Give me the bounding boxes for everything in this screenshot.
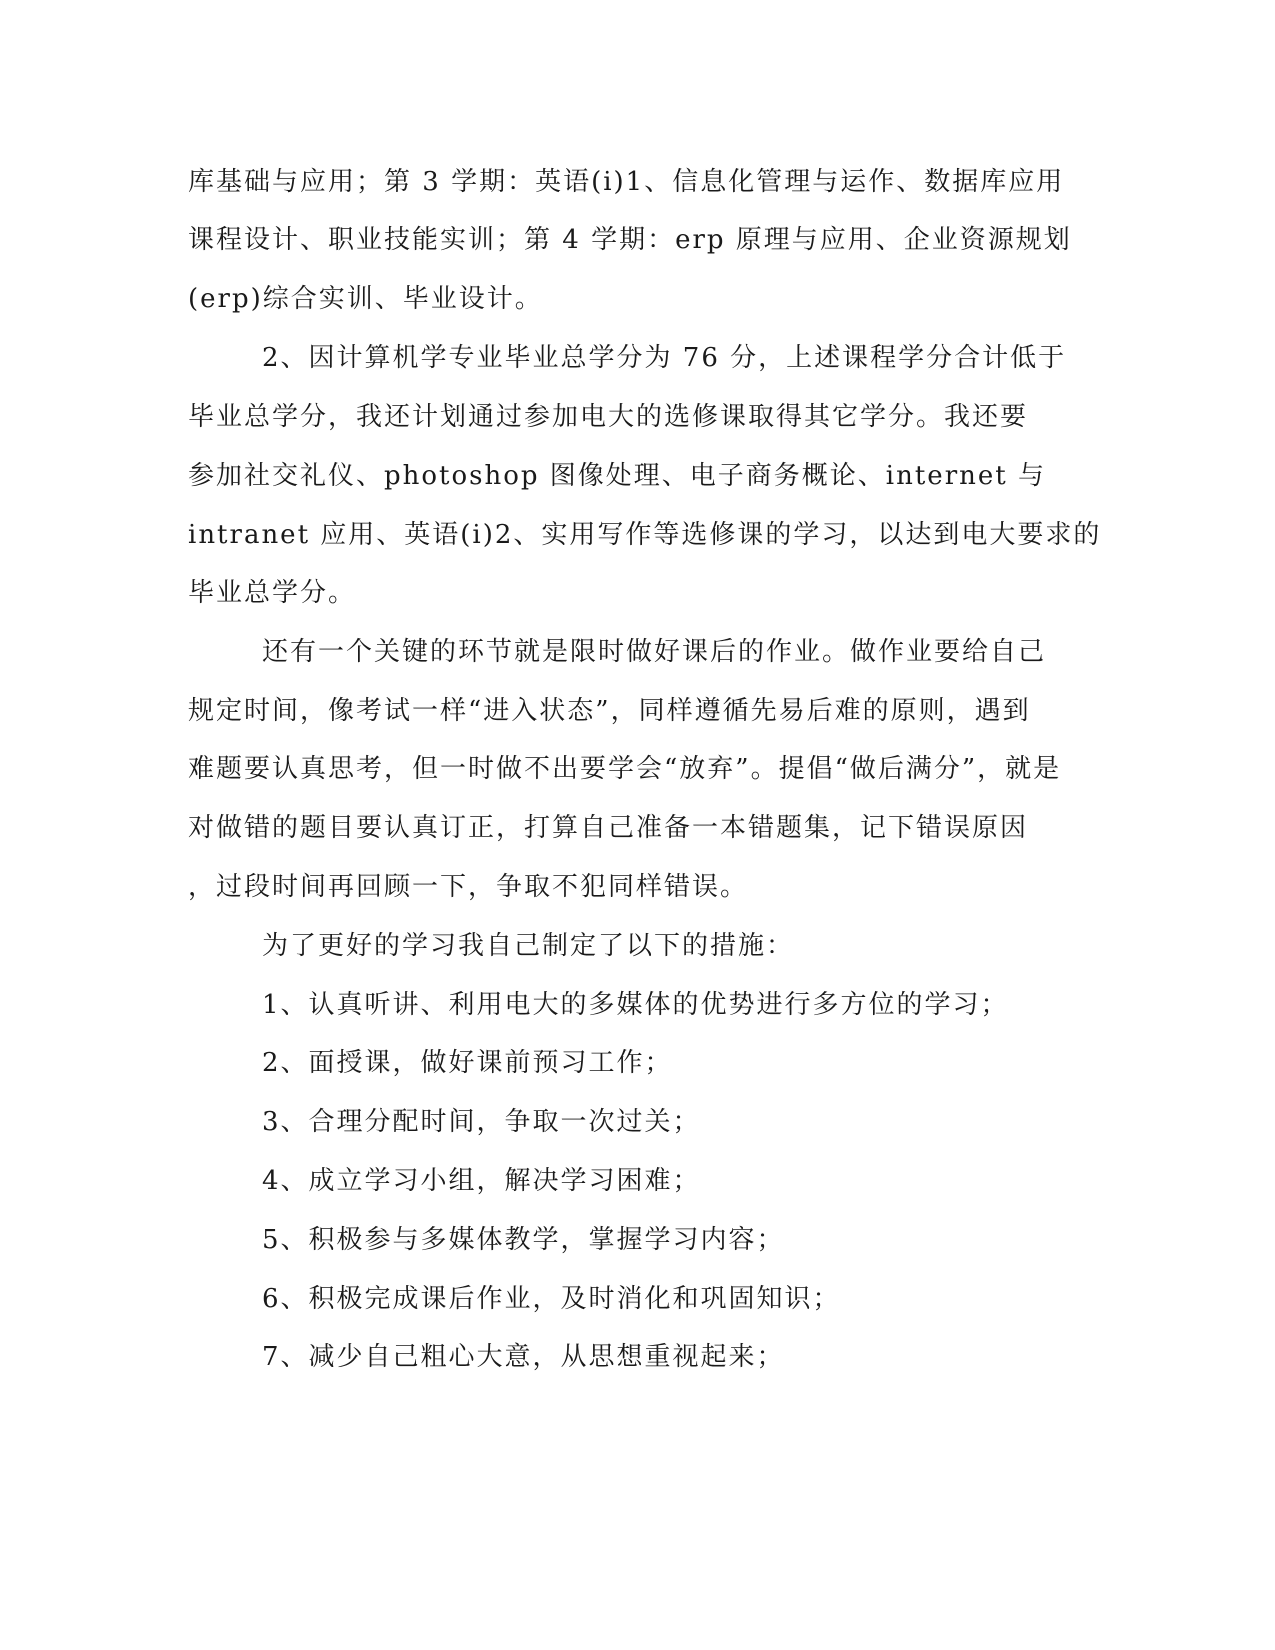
list-item: 3、合理分配时间，争取一次过关；	[262, 1107, 701, 1137]
text-line: ，过段时间再回顾一下，争取不犯同样错误。	[188, 872, 749, 902]
text-line: intranet 应用、英语(i)2、实用写作等选修课的学习，以达到电大要求的	[188, 520, 1102, 550]
text-line: 毕业总学分，我还计划通过参加电大的选修课取得其它学分。我还要	[188, 402, 1029, 432]
list-item: 2、面授课，做好课前预习工作；	[262, 1048, 673, 1078]
text-line: 课程设计、职业技能实训；第 4 学期：erp 原理与应用、企业资源规划	[188, 225, 1072, 255]
text-line: (erp)综合实训、毕业设计。	[188, 284, 543, 314]
paragraph-start: 为了更好的学习我自己制定了以下的措施：	[262, 931, 795, 961]
text-line: 参加社交礼仪、photoshop 图像处理、电子商务概论、internet 与	[188, 461, 1046, 491]
list-item: 1、认真听讲、利用电大的多媒体的优势进行多方位的学习；	[262, 990, 1009, 1020]
text-line: 规定时间，像考试一样“进入状态”，同样遵循先易后难的原则，遇到	[188, 696, 1031, 726]
text-line: 毕业总学分。	[188, 578, 357, 608]
paragraph-start: 还有一个关键的环节就是限时做好课后的作业。做作业要给自己	[262, 637, 1047, 667]
text-line: 难题要认真思考，但一时做不出要学会“放弃”。提倡“做后满分”，就是	[188, 754, 1062, 784]
text-line: 对做错的题目要认真订正，打算自己准备一本错题集，记下错误原因	[188, 813, 1029, 843]
list-item: 5、积极参与多媒体教学，掌握学习内容；	[262, 1225, 785, 1255]
text-line: 库基础与应用；第 3 学期：英语(i)1、信息化管理与运作、数据库应用	[188, 167, 1065, 197]
list-item: 6、积极完成课后作业，及时消化和巩固知识；	[262, 1284, 841, 1314]
paragraph-start: 2、因计算机学专业毕业总学分为 76 分，上述课程学分合计低于	[262, 343, 1067, 373]
list-item: 7、减少自己粗心大意，从思想重视起来；	[262, 1342, 785, 1372]
list-item: 4、成立学习小组，解决学习困难；	[262, 1166, 701, 1196]
